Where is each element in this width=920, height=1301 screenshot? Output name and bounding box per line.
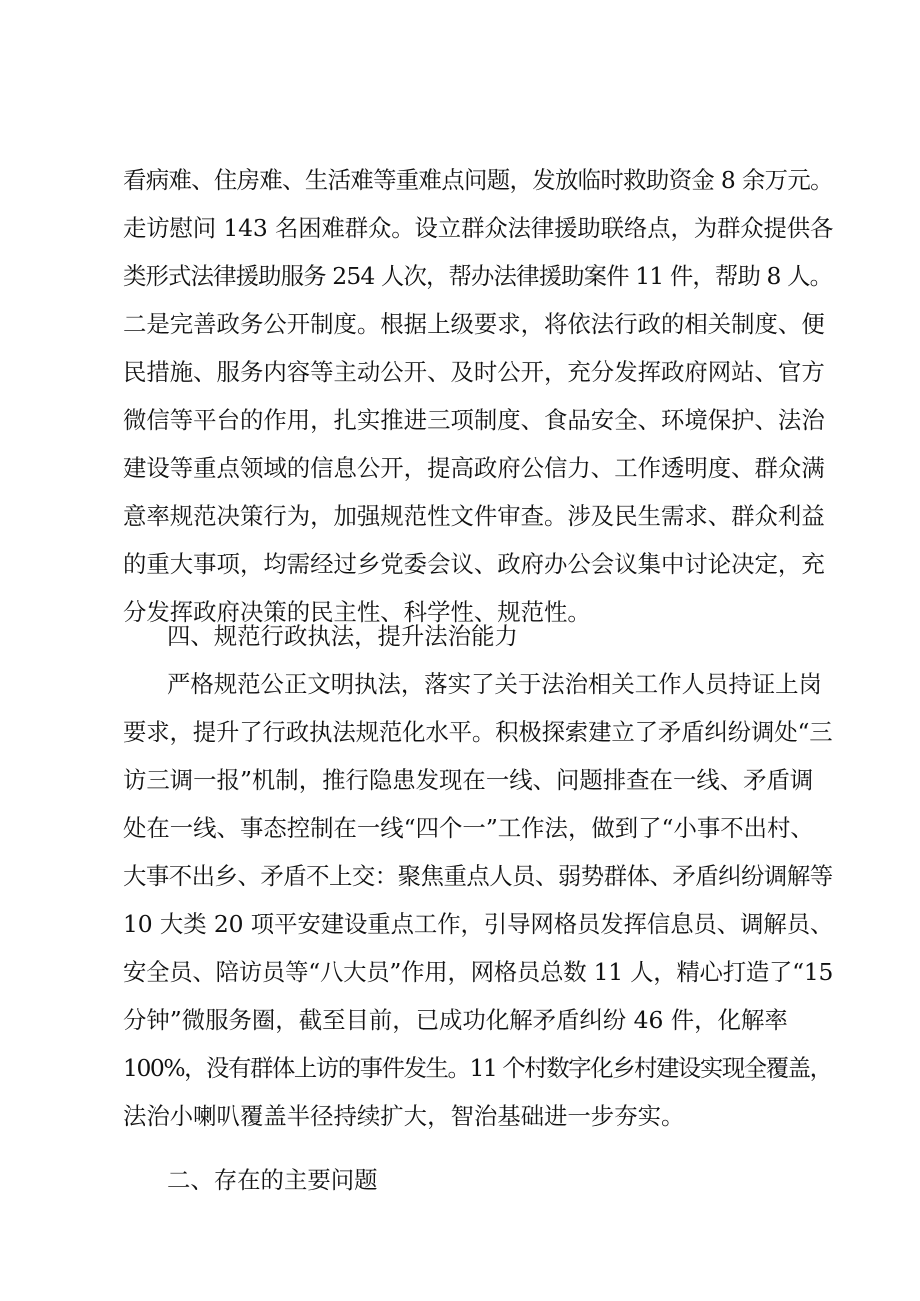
section-4-heading: 四、规范行政执法，提升法治能力: [167, 622, 518, 650]
paragraph-1-line-3: 类形式法律援助服务 254 人次，帮办法律援助案件 11 件，帮助 8 人。: [123, 262, 833, 290]
paragraph-2-line-6: 10 大类 20 项平安建设重点工作，引导网格员发挥信息员、调解员、: [123, 910, 834, 938]
paragraph-2-line-2: 要求，提升了行政执法规范化水平。积极探索建立了矛盾纠纷调处“三: [123, 718, 833, 746]
paragraph-1-line-6: 微信等平台的作用，扎实推进三项制度、食品安全、环境保护、法治: [123, 406, 825, 434]
section-2-heading: 二、存在的主要问题: [167, 1166, 378, 1194]
paragraph-2-line-3: 访三调一报”机制，推行隐患发现在一线、问题排查在一线、矛盾调: [123, 766, 814, 794]
paragraph-1-line-8: 意率规范决策行为，加强规范性文件审查。涉及民生需求、群众利益: [123, 502, 825, 530]
paragraph-2-line-7: 安全员、陪访员等“八大员”作用，网格员总数 11 人，精心打造了“15: [123, 958, 834, 986]
paragraph-1-line-9: 的重大事项，均需经过乡党委会议、政府办公会议集中讨论决定，充: [123, 550, 825, 578]
paragraph-2-line-1: 严格规范公正文明执法，落实了关于法治相关工作人员持证上岗: [167, 670, 822, 698]
paragraph-2-line-8: 分钟”微服务圈，截至目前，已成功化解矛盾纠纷 46 件，化解率: [123, 1006, 788, 1034]
paragraph-2-line-9: 100%，没有群体上访的事件发生。11 个村数字化乡村建设实现全覆盖，: [123, 1054, 832, 1082]
paragraph-1-line-4: 二是完善政务公开制度。根据上级要求，将依法行政的相关制度、便: [123, 310, 825, 338]
paragraph-2-line-10: 法治小喇叭覆盖半径持续扩大，智治基础进一步夯实。: [123, 1102, 685, 1130]
paragraph-1-line-7: 建设等重点领域的信息公开，提高政府公信力、工作透明度、群众满: [123, 454, 825, 482]
paragraph-1-line-2: 走访慰问 143 名困难群众。设立群众法律援助联络点，为群众提供各: [123, 214, 834, 242]
paragraph-2-line-5: 大事不出乡、矛盾不上交：聚焦重点人员、弱势群体、矛盾纠纷调解等: [123, 862, 833, 890]
paragraph-1-line-1: 看病难、住房难、生活难等重难点问题，发放临时救助资金 8 余万元。: [123, 166, 833, 194]
paragraph-1-line-5: 民措施、服务内容等主动公开、及时公开，充分发挥政府网站、官方: [123, 358, 825, 386]
paragraph-2-line-4: 处在一线、事态控制在一线“四个一”工作法，做到了“小事不出村、: [123, 814, 814, 842]
paragraph-1-line-10: 分发挥政府决策的民主性、科学性、规范性。: [123, 598, 591, 626]
